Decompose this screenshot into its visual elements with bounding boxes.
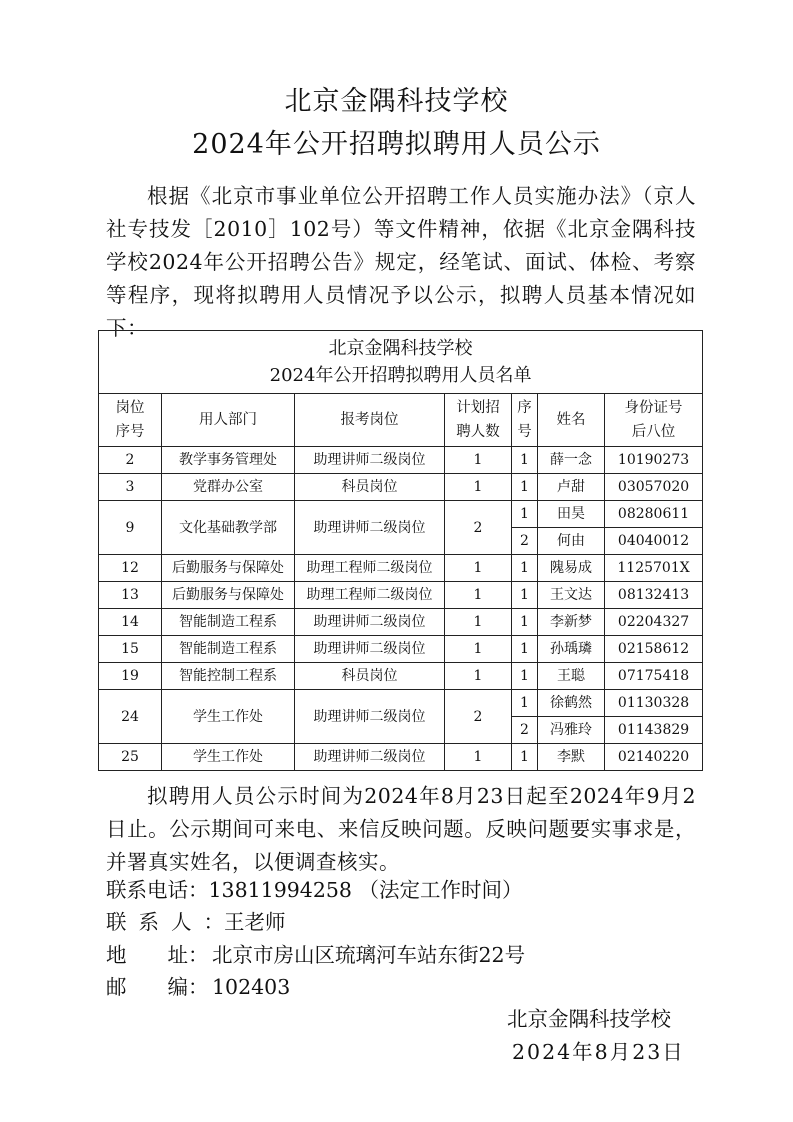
- cell-id: 01130328: [605, 690, 703, 717]
- cell-position: 助理工程师二级岗位: [295, 555, 445, 582]
- table-caption: [99, 331, 703, 394]
- page-subtitle: 2024年公开招聘拟聘用人员公示: [192, 129, 601, 160]
- contact-person: [106, 907, 286, 937]
- cell-seq: 1: [512, 609, 538, 636]
- cell-post-no: 2: [99, 447, 162, 474]
- table-header-row: [99, 394, 703, 447]
- cell-post-no: 25: [99, 744, 162, 771]
- cell-name: 田昊: [538, 501, 605, 528]
- header-position: 报考岗位: [295, 394, 445, 447]
- contact-address: [106, 940, 525, 970]
- cell-name: 冯雅玲: [538, 717, 605, 744]
- cell-name: 徐鹤然: [538, 690, 605, 717]
- cell-name: 薛一念: [538, 447, 605, 474]
- cell-post-no: 24: [99, 690, 162, 744]
- cell-post-no: 12: [99, 555, 162, 582]
- cell-seq: 1: [512, 636, 538, 663]
- cell-post-no: 14: [99, 609, 162, 636]
- table-row: [99, 690, 703, 717]
- contact-phone: [106, 875, 523, 905]
- cell-plan: 1: [445, 636, 512, 663]
- table-body: [99, 447, 703, 771]
- header-dept: 用人部门: [162, 394, 295, 447]
- cell-id: 03057020: [605, 474, 703, 501]
- zip-value: 102403: [212, 975, 291, 999]
- cell-position: 助理讲师二级岗位: [295, 636, 445, 663]
- cell-seq: 1: [512, 501, 538, 528]
- cell-dept: 党群办公室: [162, 474, 295, 501]
- cell-dept: 后勤服务与保障处: [162, 555, 295, 582]
- cell-seq: 2: [512, 528, 538, 555]
- table-caption-line2: 2024年公开招聘拟聘用人员名单: [269, 365, 532, 386]
- table-row: [99, 582, 703, 609]
- zip-label: 邮 编：: [106, 975, 209, 999]
- cell-id: 02204327: [605, 609, 703, 636]
- cell-id: 02158612: [605, 636, 703, 663]
- cell-position: 助理讲师二级岗位: [295, 690, 445, 744]
- cell-plan: 1: [445, 744, 512, 771]
- cell-post-no: 3: [99, 474, 162, 501]
- cell-dept: 智能控制工程系: [162, 663, 295, 690]
- header-post-no: 岗位 序号: [99, 394, 162, 447]
- cell-plan: 1: [445, 447, 512, 474]
- table-row: [99, 636, 703, 663]
- address-value: 北京市房山区琉璃河车站东街22号: [212, 943, 526, 967]
- hiring-roster-table: [98, 330, 703, 771]
- cell-name: 隗易成: [538, 555, 605, 582]
- cell-plan: 1: [445, 474, 512, 501]
- cell-name: 卢甜: [538, 474, 605, 501]
- cell-position: 助理讲师二级岗位: [295, 744, 445, 771]
- table-caption-line1: 北京金隅科技学校: [328, 338, 473, 359]
- cell-id: 02140220: [605, 744, 703, 771]
- cell-post-no: 19: [99, 663, 162, 690]
- cell-dept: 智能制造工程系: [162, 636, 295, 663]
- cell-position: 助理讲师二级岗位: [295, 609, 445, 636]
- signature-org: 北京金隅科技学校: [507, 1007, 671, 1031]
- cell-dept: 智能制造工程系: [162, 609, 295, 636]
- header-id: 身份证号 后八位: [605, 394, 703, 447]
- table-row: [99, 609, 703, 636]
- phone-label: 联系电话：: [106, 878, 209, 902]
- cell-id: 08280611: [605, 501, 703, 528]
- cell-dept: 教学事务管理处: [162, 447, 295, 474]
- intro-paragraph: 根据《北京市事业单位公开招聘工作人员实施办法》（京人社专技发［2010］102号）等文件精神，依据《北京金隅科技学校2024年公开招聘公告》规定，经笔试、面试、体检、考察等程序，现将拟聘用人员情况予以公示，拟聘人员基本情况如下：: [106, 184, 696, 340]
- header-plan: 计划招 聘人数: [445, 394, 512, 447]
- table-row: [99, 474, 703, 501]
- cell-id: 04040012: [605, 528, 703, 555]
- notice-paragraph: 拟聘用人员公示时间为2024年8月23日起至2024年9月2日止。公示期间可来电、来信反映问题。反映问题要实事求是，并署真实姓名，以便调查核实。: [106, 784, 696, 874]
- cell-seq: 2: [512, 717, 538, 744]
- cell-seq: 1: [512, 582, 538, 609]
- cell-seq: 1: [512, 690, 538, 717]
- cell-seq: 1: [512, 555, 538, 582]
- page-title: 北京金隅科技学校: [284, 86, 509, 117]
- contact-zip: [106, 972, 290, 1002]
- cell-name: 李新梦: [538, 609, 605, 636]
- cell-plan: 2: [445, 690, 512, 744]
- cell-seq: 1: [512, 744, 538, 771]
- cell-position: 助理讲师二级岗位: [295, 447, 445, 474]
- phone-value: 13811994258 （法定工作时间）: [208, 878, 523, 902]
- cell-dept: 学生工作处: [162, 744, 295, 771]
- cell-position: 助理工程师二级岗位: [295, 582, 445, 609]
- cell-dept: 学生工作处: [162, 690, 295, 744]
- cell-id: 07175418: [605, 663, 703, 690]
- cell-plan: 2: [445, 501, 512, 555]
- cell-id: 10190273: [605, 447, 703, 474]
- cell-seq: 1: [512, 447, 538, 474]
- cell-id: 1125701X: [605, 555, 703, 582]
- header-name: 姓名: [538, 394, 605, 447]
- cell-name: 王聪: [538, 663, 605, 690]
- header-seq: 序 号: [512, 394, 538, 447]
- person-colon: ：: [203, 910, 224, 934]
- cell-post-no: 9: [99, 501, 162, 555]
- cell-name: 何由: [538, 528, 605, 555]
- cell-name: 王文达: [538, 582, 605, 609]
- cell-name: 孙瑀璘: [538, 636, 605, 663]
- cell-position: 助理讲师二级岗位: [295, 501, 445, 555]
- signature-date: 2024年8月23日: [512, 1040, 685, 1064]
- cell-plan: 1: [445, 663, 512, 690]
- cell-id: 01143829: [605, 717, 703, 744]
- cell-plan: 1: [445, 609, 512, 636]
- address-label: 地 址：: [106, 943, 209, 967]
- cell-dept: 后勤服务与保障处: [162, 582, 295, 609]
- table-row: [99, 447, 703, 474]
- table-row: [99, 663, 703, 690]
- cell-name: 李默: [538, 744, 605, 771]
- table-row: [99, 501, 703, 528]
- table-row: [99, 744, 703, 771]
- cell-post-no: 13: [99, 582, 162, 609]
- person-label: 联系人: [106, 910, 204, 934]
- cell-dept: 文化基础教学部: [162, 501, 295, 555]
- person-value: 王老师: [224, 910, 286, 934]
- cell-seq: 1: [512, 663, 538, 690]
- cell-post-no: 15: [99, 636, 162, 663]
- cell-id: 08132413: [605, 582, 703, 609]
- cell-position: 科员岗位: [295, 663, 445, 690]
- table-row: [99, 555, 703, 582]
- cell-plan: 1: [445, 582, 512, 609]
- cell-position: 科员岗位: [295, 474, 445, 501]
- cell-seq: 1: [512, 474, 538, 501]
- cell-plan: 1: [445, 555, 512, 582]
